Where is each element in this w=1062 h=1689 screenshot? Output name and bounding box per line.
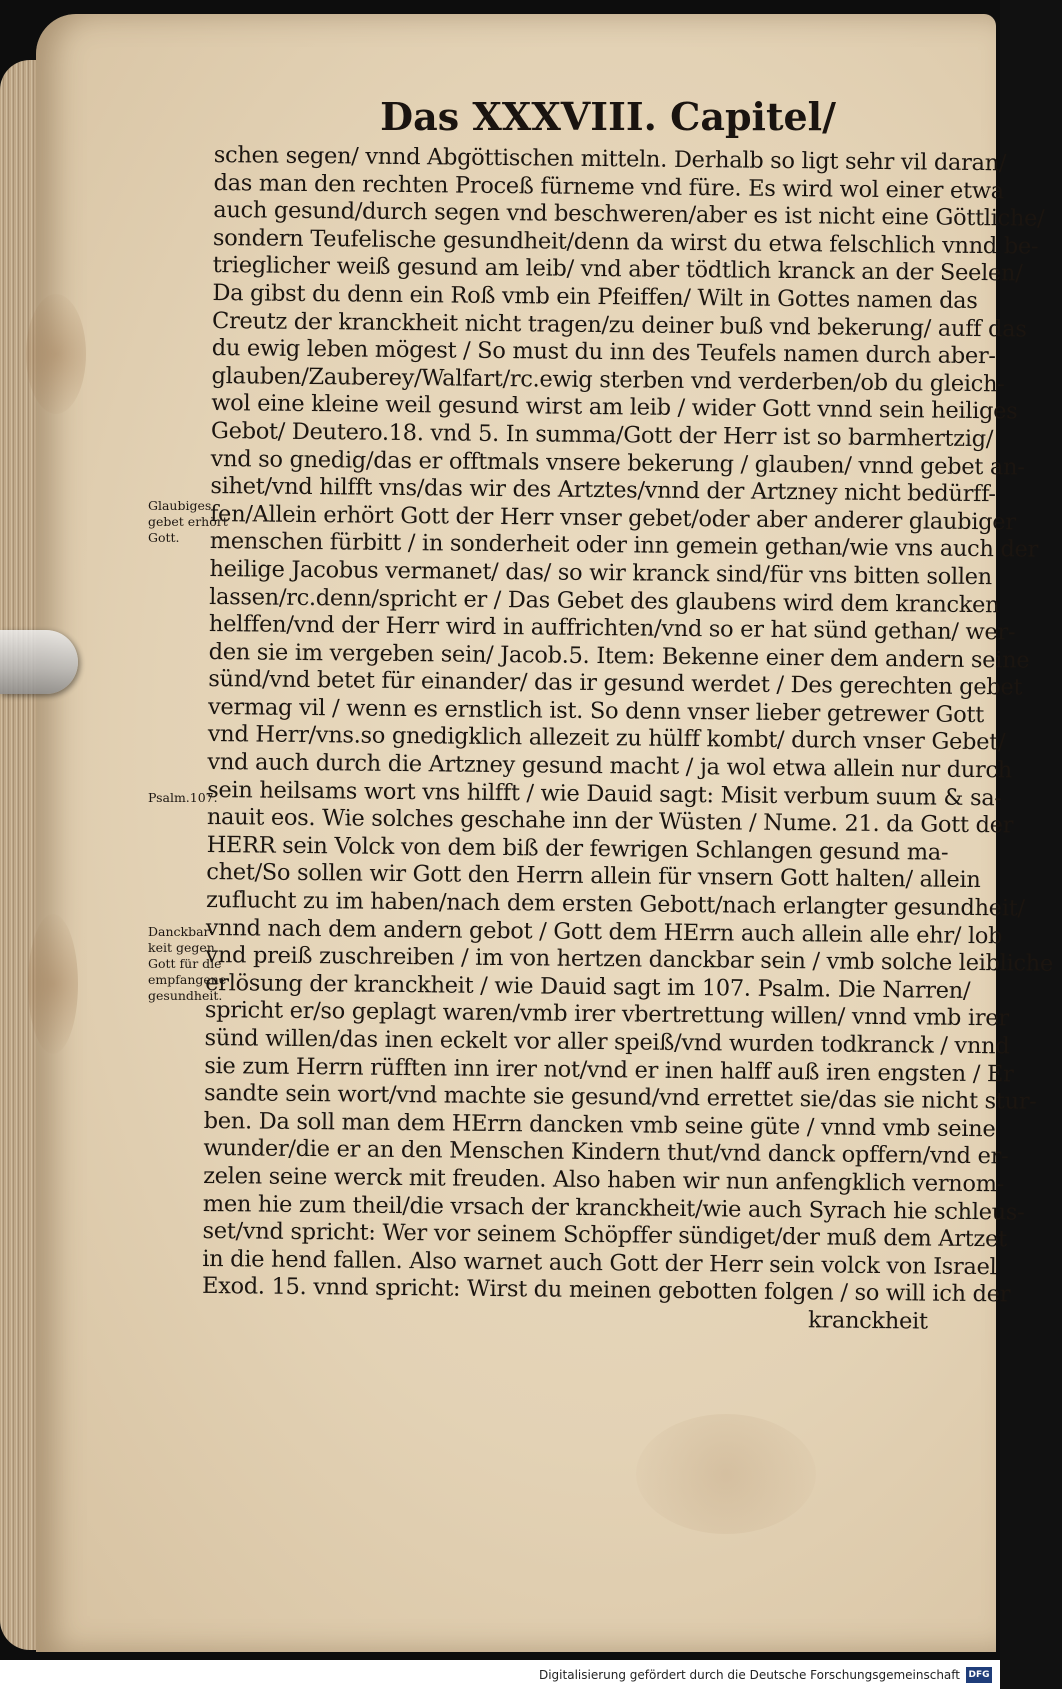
text-line: vnd so gnedig/das er offtmals vnsere bekerung / glauben/ vnnd gebet an-: [210, 445, 1025, 481]
bookmark-tab: [0, 630, 78, 694]
text-line: vnnd nach dem andern gebot / Gott dem HErrn auch allein alle ehr/ lob: [205, 914, 1003, 949]
funding-credit: Digitalisierung gefördert durch die Deutsche Forschungsgemeinschaft: [538, 1667, 960, 1682]
text-line: sihet/vnd hilfft vns/das wir des Artztes/vnnd der Artzney nicht bedürff-: [210, 473, 996, 508]
dfg-logo-icon: DFG: [966, 1667, 992, 1683]
marginal-line: empfangene: [148, 972, 227, 987]
book-page: [36, 14, 1054, 1652]
text-line: spricht er/so geplagt waren/vmb irer vbertrettung willen/ vnnd vmb irer: [204, 997, 1009, 1032]
text-line: HERR sein Volck von dem biß der fewrigen Schlangen gesund ma-: [206, 831, 949, 866]
marginal-line: keit gegen: [148, 940, 215, 955]
text-line: den sie im vergeben sein/ Jacob.5. Item: Bekenne einer dem andern seine: [208, 638, 1030, 674]
text-line: set/vnd spricht: Wer vor seinem Schöpffer sündiget/der muß dem Artzet: [202, 1218, 1007, 1253]
text-line: vnd Herr/vns.so gnedigklich allezeit zu hülff kombt/ durch vnser Gebet/: [207, 721, 1006, 756]
text-line: ben. Da soll man dem HErrn dancken vmb seine güte / vnnd vmb seine: [203, 1107, 996, 1143]
paper-stain: [26, 294, 86, 414]
catchword: kranckheit: [807, 1307, 928, 1335]
text-line: zelen seine werck mit freuden. Also haben wir nun anfengklich vernom-: [203, 1162, 1005, 1198]
text-line: auch gesund/durch segen vnd beschweren/aber es ist nicht eine Göttliche/: [213, 197, 1045, 232]
text-line: das man den rechten Proceß fürneme vnd füre. Es wird wol einer etwa: [213, 169, 1004, 204]
text-line: vnd preiß zuschreiben / im von hertzen danckbar sein / vmb solche leibliche: [205, 942, 1054, 978]
marginal-line: Danckbar-: [148, 924, 214, 939]
text-line: wol eine kleine weil gesund wirst am leib / wider Gott vnnd sein heiliges: [211, 390, 1018, 425]
text-line: nauit eos. Wie solches geschahe inn der Wüsten / Nume. 21. da Gott der: [206, 804, 1014, 839]
text-line: du ewig leben mögest / So must du inn des Teufels namen durch aber-: [211, 335, 996, 370]
text-line: wunder/die er an den Menschen Kindern thut/vnd danck opffern/vnd er-: [203, 1135, 1009, 1170]
text-line: helffen/vnd der Herr wird in auffrichten/vnd so er hat sünd gethan/ wer-: [208, 611, 1016, 646]
marginal-line: Psalm.107.: [148, 790, 218, 805]
marginal-line: Glaubiges: [148, 498, 212, 513]
text-line: erlösung der kranckheit / wie Dauid sagt im 107. Psalm. Die Narren/: [205, 969, 971, 1004]
paper-stain: [28, 914, 78, 1054]
text-line: vermag vil / wenn es ernstlich ist. So denn vnser lieber getrewer Gott: [207, 693, 985, 728]
text-line: fen/Allein erhört Gott der Herr vnser gebet/oder aber anderer glaubiger: [209, 500, 1016, 536]
text-line: men hie zum theil/die vrsach der kranckheit/wie auch Syrach hie schleus-: [202, 1190, 1025, 1226]
text-line: sondern Teufelische gesundheit/denn da wirst du etwa felschlich vnnd be-: [212, 224, 1039, 260]
text-line: sünd willen/das inen eckelt vor aller speiß/vnd wurden todkranck / vnnd: [204, 1024, 1010, 1060]
text-line: vnd auch durch die Artzney gesund macht / ja wol etwa allein nur durch: [207, 749, 1013, 784]
text-line: sie zum Herrn rüfften inn irer not/vnd er inen halff auß iren engsten / Er: [204, 1052, 1014, 1088]
marginal-line: gesundheit.: [148, 988, 223, 1003]
text-line: schen segen/ vnnd Abgöttischen mitteln. Derhalb so ligt sehr vil daran/: [213, 142, 1007, 177]
text-line: Exod. 15. vnnd spricht: Wirst du meinen gebotten folgen / so will ich der: [201, 1273, 1011, 1308]
chapter-title: Das XXXVIII. Capitel/: [380, 94, 836, 139]
text-line: lassen/rc.denn/spricht er / Das Gebet des glaubens wird dem krancken: [209, 583, 1000, 618]
marginal-line: gebet erhört: [148, 514, 228, 529]
text-line: Da gibst du denn ein Roß vmb ein Pfeiffen/ Wilt in Gottes namen das: [212, 279, 978, 314]
text-line: Creutz der kranckheit nicht tragen/zu deiner buß vnd bekerung/ auff das: [211, 307, 1027, 343]
text-line: sünd/vnd betet für einander/ das ir gesund werdet / Des gerechten gebet: [208, 666, 1023, 701]
text-line: menschen fürbitt / in sonderheit oder inn gemein gethan/wie vns auch der: [209, 528, 1039, 563]
footer-bar: [0, 1660, 1000, 1689]
text-line: glauben/Zauberey/Walfart/rc.ewig sterben vnd verderben/ob du gleich-: [211, 362, 1005, 398]
text-line: sein heilsams wort vns hilfft / wie Dauid sagt: Misit verbum suum & sa-: [207, 776, 1002, 811]
text-line: trieglicher weiß gesund am leib/ vnd aber tödtlich kranck an der Seelen/: [212, 252, 1023, 287]
marginal-line: Gott.: [148, 530, 180, 545]
text-line: Gebot/ Deutero.18. vnd 5. In summa/Gott der Herr ist so barmhertzig/: [210, 417, 994, 453]
text-line: sandte sein wort/vnd machte sie gesund/vnd errettet sie/das sie nicht stur-: [203, 1080, 1037, 1115]
marginal-line: Gott für die: [148, 956, 222, 971]
text-line: zuflucht zu im haben/nach dem ersten Gebott/nach erlangter gesundheit/: [205, 886, 1025, 922]
paper-stain: [636, 1414, 816, 1534]
text-line: in die hend fallen. Also warnet auch Gott der Herr sein volck von Israel: [202, 1245, 997, 1281]
text-line: heilige Jacobus vermanet/ das/ so wir kranck sind/für vns bitten sollen: [209, 555, 993, 591]
text-line: chet/So sollen wir Gott den Herrn allein für vnsern Gott halten/ allein: [206, 859, 981, 894]
body-text: [201, 142, 1054, 1336]
